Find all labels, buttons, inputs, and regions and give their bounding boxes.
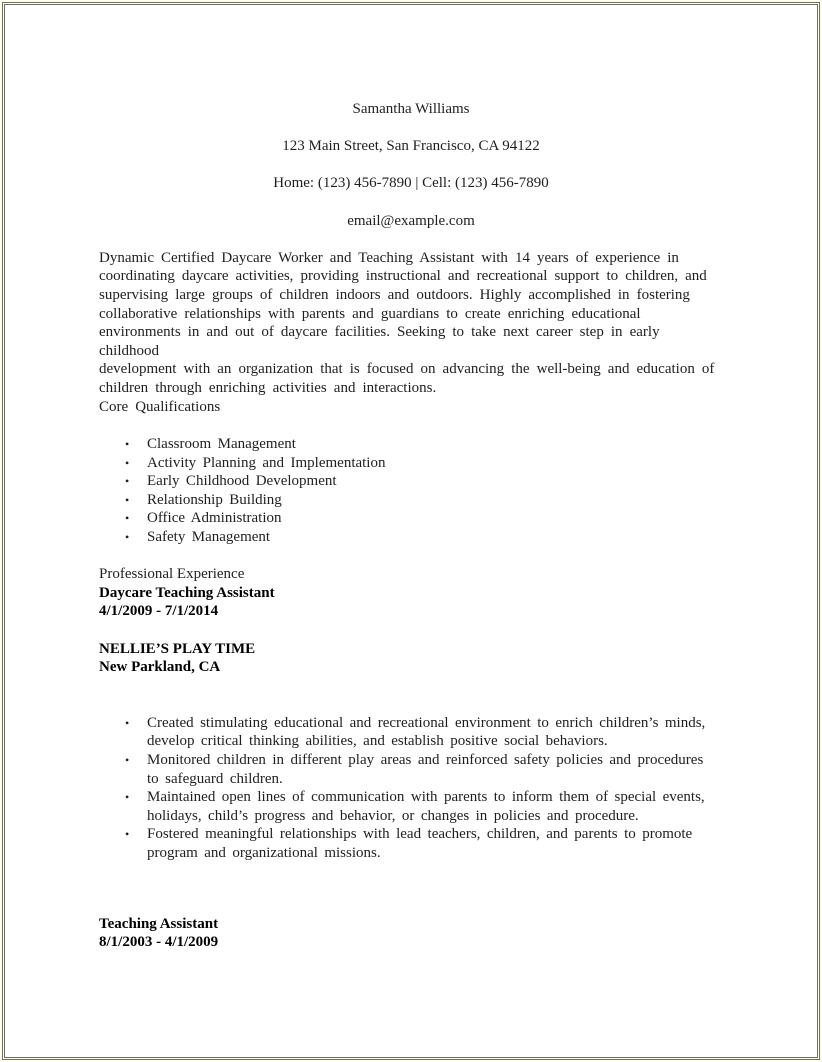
list-item (99, 454, 723, 473)
list-item (99, 509, 723, 528)
bullet-icon: • (125, 492, 130, 507)
summary-line: collaborative relationships with parents and guardians to create enriching educational (99, 305, 641, 322)
list-item (99, 435, 723, 454)
list-item-text (147, 788, 723, 825)
job-title: Teaching Assistant (99, 915, 219, 932)
job-title: Daycare Teaching Assistant (99, 584, 275, 601)
list-item-text (147, 825, 723, 862)
list-item-label: Early Childhood Development (147, 473, 337, 490)
resume-page (2, 2, 820, 1060)
list-item (99, 825, 723, 862)
list-item (99, 472, 723, 491)
job-duties-list (99, 714, 723, 863)
summary-line: children through enriching activities and interactions. (99, 379, 437, 396)
bullet-icon: • (125, 753, 130, 767)
summary-line: supervising large groups of children indoors and outdoors. Highly accomplished in fostering (99, 286, 690, 303)
list-item (99, 751, 723, 788)
list-item-label: Relationship Building (147, 491, 282, 508)
bullet-icon: • (125, 511, 130, 526)
summary-line: environments in and out of daycare facilities. Seeking to take next career step in early childhood (99, 324, 660, 359)
list-item (99, 788, 723, 825)
contact-email: email@example.com (347, 212, 475, 229)
contact-name: Samantha Williams (352, 101, 470, 117)
list-item (99, 528, 723, 547)
bullet-icon: • (125, 474, 130, 489)
core-qualifications-list (99, 435, 723, 547)
list-item (99, 491, 723, 510)
duty-line: develop critical thinking abilities, and establish positive social behaviors. (147, 733, 608, 750)
job-dates: 4/1/2009 - 7/1/2014 (99, 603, 219, 620)
list-item-text (147, 751, 723, 788)
bullet-icon: • (125, 715, 130, 730)
duty-line: Maintained open lines of communication with parents to inform them of special events, (147, 789, 705, 806)
bullet-icon: • (125, 530, 130, 545)
bullet-icon: • (125, 827, 130, 842)
duty-line: holidays, child’s progress and behavior, or changes in policies and procedure. (147, 807, 639, 824)
bullet-icon: • (125, 455, 130, 470)
contact-address: 123 Main Street, San Francisco, CA 94122 (282, 138, 540, 155)
company-name: NELLIE’S PLAY TIME (99, 640, 256, 657)
resume-content (99, 100, 723, 952)
core-qualifications-heading: Core Qualifications (99, 398, 221, 415)
summary-line: development with an organization that is focused on advancing the well-being and education of (99, 361, 715, 378)
list-item (99, 714, 723, 751)
duty-line: Created stimulating educational and recreational environment to enrich children’s minds, (147, 714, 706, 731)
list-item-label: Safety Management (147, 529, 271, 546)
summary-line: Dynamic Certified Daycare Worker and Teaching Assistant with 14 years of experience in (99, 249, 679, 266)
experience-heading: Professional Experience (99, 566, 245, 583)
contact-phone: Home: (123) 456-7890 | Cell: (123) 456-7890 (273, 175, 549, 192)
company-block (99, 640, 723, 677)
bullet-icon: • (125, 437, 130, 452)
duty-line: to safeguard children. (147, 770, 283, 787)
list-item-label: Activity Planning and Implementation (147, 454, 386, 471)
company-location: New Parkland, CA (99, 659, 221, 676)
summary-line: coordinating daycare activities, providing instructional and recreational support to children, and (99, 268, 707, 285)
job-dates: 8/1/2003 - 4/1/2009 (99, 934, 219, 951)
duty-line: program and organizational missions. (147, 844, 381, 861)
list-item-label: Classroom Management (147, 436, 296, 453)
bullet-icon: • (125, 790, 130, 805)
duty-line: Monitored children in different play areas and reinforced safety policies and procedures (147, 752, 704, 768)
summary-paragraph (99, 249, 723, 416)
list-item-text (147, 714, 723, 751)
duty-line: Fostered meaningful relationships with lead teachers, children, and parents to promote (147, 826, 693, 843)
list-item-label: Office Administration (147, 510, 282, 527)
job-block (99, 915, 723, 952)
